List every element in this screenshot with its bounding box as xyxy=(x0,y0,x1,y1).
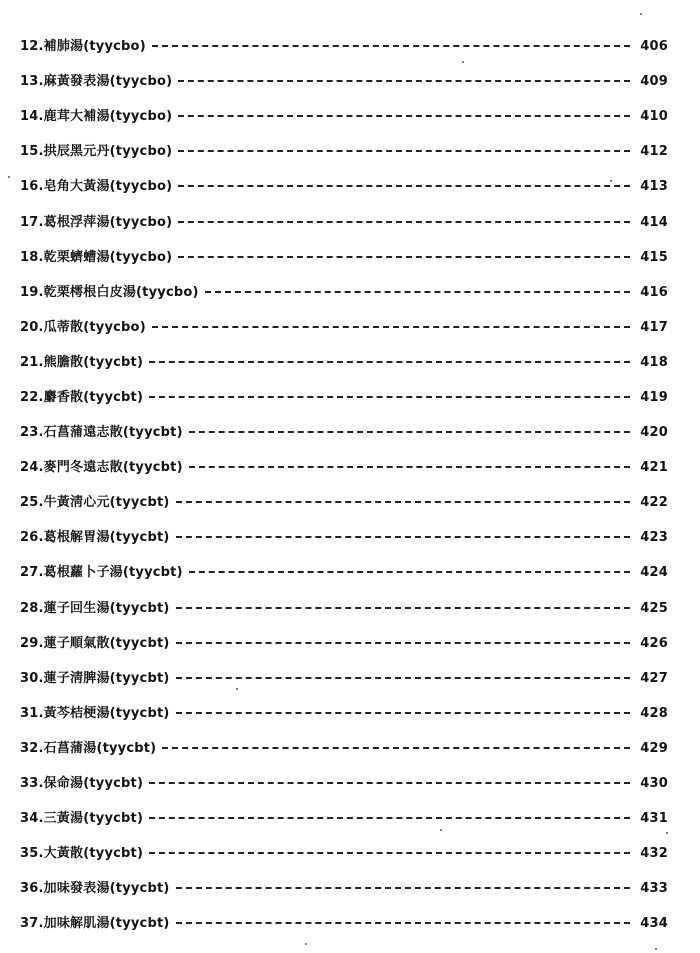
toc-entry-page: 428 xyxy=(640,705,668,721)
toc-entry-title xyxy=(20,35,152,54)
toc-entry-title xyxy=(20,70,178,89)
toc-entry-page: 422 xyxy=(640,495,668,511)
toc-entry-title xyxy=(20,316,152,335)
toc-entry-page: 420 xyxy=(640,425,668,441)
toc-entry-page: 421 xyxy=(640,460,668,476)
toc-entry xyxy=(20,589,668,624)
toc-entry-page: 425 xyxy=(640,600,668,616)
toc-entry-page: 413 xyxy=(640,179,668,195)
toc-entry-title xyxy=(20,246,178,265)
table-of-contents xyxy=(20,27,668,939)
toc-entry-page: 412 xyxy=(640,144,668,160)
toc-entry xyxy=(20,729,668,764)
toc-entry-text: 三黃湯(tyycbt) xyxy=(43,811,144,827)
toc-entry-number: 37. xyxy=(20,916,44,932)
toc-entry-page: 418 xyxy=(640,354,668,370)
toc-entry-number: 34. xyxy=(20,811,44,827)
toc-entry-number: 13. xyxy=(20,74,44,90)
toc-entry xyxy=(20,799,668,834)
toc-entry-number: 31. xyxy=(20,705,44,721)
toc-entry-title xyxy=(20,702,176,721)
toc-entry-title xyxy=(20,877,176,896)
toc-entry-page: 424 xyxy=(640,565,668,581)
toc-entry-page: 429 xyxy=(640,740,668,756)
toc-entry-title xyxy=(20,561,189,580)
toc-entry-title xyxy=(20,386,149,405)
dot-leader xyxy=(149,782,630,784)
toc-entry-text: 麥門冬遠志散(tyycbt) xyxy=(43,460,183,476)
dot-leader xyxy=(149,396,630,398)
toc-entry xyxy=(20,694,668,729)
toc-entry-text: 乾栗蠐螬湯(tyycbo) xyxy=(43,249,173,265)
scan-speck xyxy=(236,688,238,690)
toc-entry xyxy=(20,378,668,413)
toc-entry-text: 葛根蘿卜子湯(tyycbt) xyxy=(43,565,183,581)
toc-entry-title xyxy=(20,597,176,616)
toc-entry-text: 皂角大黃湯(tyycbo) xyxy=(43,179,173,195)
dot-leader xyxy=(176,607,630,609)
toc-entry-text: 石菖蒲遠志散(tyycbt) xyxy=(43,425,183,441)
dot-leader xyxy=(178,150,630,152)
toc-entry-title xyxy=(20,842,149,861)
toc-entry-title xyxy=(20,526,176,545)
toc-entry xyxy=(20,624,668,659)
toc-entry-text: 瓜蒂散(tyycbo) xyxy=(43,319,146,335)
toc-entry xyxy=(20,97,668,132)
toc-entry-page: 433 xyxy=(640,881,668,897)
toc-entry-number: 26. xyxy=(20,530,44,546)
toc-entry-title xyxy=(20,491,176,510)
toc-entry-number: 28. xyxy=(20,600,44,616)
toc-entry-text: 保命湯(tyycbt) xyxy=(43,776,144,792)
toc-entry xyxy=(20,238,668,273)
toc-entry-page: 417 xyxy=(640,319,668,335)
toc-entry-number: 12. xyxy=(20,39,44,55)
dot-leader xyxy=(176,501,630,503)
toc-entry-number: 29. xyxy=(20,635,44,651)
toc-entry-title xyxy=(20,351,149,370)
toc-entry-page: 409 xyxy=(640,74,668,90)
dot-leader xyxy=(176,536,630,538)
toc-entry-page: 431 xyxy=(640,811,668,827)
toc-entry-text: 葛根浮萍湯(tyycbo) xyxy=(43,214,173,230)
toc-entry-number: 14. xyxy=(20,109,44,125)
toc-entry-page: 419 xyxy=(640,389,668,405)
toc-entry xyxy=(20,413,668,448)
dot-leader xyxy=(189,431,630,433)
toc-entry-page: 432 xyxy=(640,846,668,862)
toc-entry-text: 牛黃淸心元(tyycbt) xyxy=(43,495,170,511)
toc-entry-text: 熊膽散(tyycbt) xyxy=(43,354,144,370)
toc-entry-text: 蓮子順氣散(tyycbt) xyxy=(43,635,170,651)
toc-entry-title xyxy=(20,667,176,686)
dot-leader xyxy=(176,642,630,644)
toc-entry-title xyxy=(20,632,176,651)
toc-entry xyxy=(20,483,668,518)
scan-speck xyxy=(440,829,442,831)
toc-entry-text: 麝香散(tyycbt) xyxy=(43,389,144,405)
dot-leader xyxy=(178,80,630,82)
toc-entry-text: 大黃散(tyycbt) xyxy=(43,846,144,862)
toc-entry-page: 406 xyxy=(640,39,668,55)
toc-entry-text: 乾栗樗根白皮湯(tyycbo) xyxy=(43,284,199,300)
toc-entry xyxy=(20,869,668,904)
scan-speck xyxy=(305,943,307,945)
toc-entry-number: 35. xyxy=(20,846,44,862)
toc-entry-title xyxy=(20,737,162,756)
toc-entry xyxy=(20,132,668,167)
toc-entry-number: 20. xyxy=(20,319,44,335)
toc-entry xyxy=(20,273,668,308)
toc-entry-page: 434 xyxy=(640,916,668,932)
toc-entry-title xyxy=(20,281,205,300)
toc-entry xyxy=(20,553,668,588)
dot-leader xyxy=(178,115,630,117)
toc-entry-number: 23. xyxy=(20,425,44,441)
toc-entry-page: 416 xyxy=(640,284,668,300)
toc-entry-page: 430 xyxy=(640,776,668,792)
toc-entry-number: 18. xyxy=(20,249,44,265)
toc-entry-number: 33. xyxy=(20,776,44,792)
toc-entry xyxy=(20,904,668,939)
dot-leader xyxy=(176,922,630,924)
toc-entry-number: 19. xyxy=(20,284,44,300)
toc-entry-number: 25. xyxy=(20,495,44,511)
scan-speck xyxy=(610,180,612,182)
toc-entry-page: 427 xyxy=(640,670,668,686)
toc-entry-number: 24. xyxy=(20,460,44,476)
toc-entry-title xyxy=(20,421,189,440)
toc-entry-title xyxy=(20,175,178,194)
dot-leader xyxy=(178,185,630,187)
dot-leader xyxy=(162,747,630,749)
toc-entry-text: 黃芩桔梗湯(tyycbt) xyxy=(43,705,170,721)
toc-entry-title xyxy=(20,772,149,791)
dot-leader xyxy=(152,45,630,47)
toc-entry xyxy=(20,27,668,62)
toc-entry-text: 補肺湯(tyycbo) xyxy=(43,39,146,55)
dot-leader xyxy=(176,712,630,714)
dot-leader xyxy=(149,852,630,854)
toc-entry-page: 415 xyxy=(640,249,668,265)
toc-entry xyxy=(20,834,668,869)
scan-speck xyxy=(8,176,10,178)
toc-entry-number: 32. xyxy=(20,740,44,756)
toc-entry-title xyxy=(20,912,176,931)
toc-entry-page: 410 xyxy=(640,109,668,125)
dot-leader xyxy=(176,887,630,889)
toc-entry-number: 16. xyxy=(20,179,44,195)
toc-entry-number: 21. xyxy=(20,354,44,370)
dot-leader xyxy=(149,817,630,819)
toc-entry-page: 426 xyxy=(640,635,668,651)
toc-entry-number: 30. xyxy=(20,670,44,686)
scan-speck xyxy=(640,13,642,15)
scan-speck xyxy=(666,832,668,834)
toc-entry-page: 414 xyxy=(640,214,668,230)
toc-entry-number: 36. xyxy=(20,881,44,897)
toc-entry xyxy=(20,167,668,202)
dot-leader xyxy=(176,677,630,679)
toc-entry-page: 423 xyxy=(640,530,668,546)
toc-entry xyxy=(20,659,668,694)
toc-entry-text: 加味解肌湯(tyycbt) xyxy=(43,916,170,932)
dot-leader xyxy=(152,326,630,328)
toc-entry xyxy=(20,62,668,97)
toc-entry xyxy=(20,448,668,483)
toc-entry-number: 15. xyxy=(20,144,44,160)
dot-leader xyxy=(205,291,630,293)
toc-entry-text: 蓮子淸脾湯(tyycbt) xyxy=(43,670,170,686)
toc-entry-title xyxy=(20,211,178,230)
scan-speck xyxy=(655,948,657,950)
toc-entry-number: 22. xyxy=(20,389,44,405)
scan-speck xyxy=(462,61,464,63)
toc-entry-title xyxy=(20,105,178,124)
dot-leader xyxy=(178,256,630,258)
toc-entry xyxy=(20,308,668,343)
toc-entry xyxy=(20,202,668,237)
toc-entry-title xyxy=(20,140,178,159)
toc-entry-number: 17. xyxy=(20,214,44,230)
toc-entry-text: 拱辰黑元丹(tyycbo) xyxy=(43,144,173,160)
toc-entry-title xyxy=(20,456,189,475)
toc-entry-text: 加味發表湯(tyycbt) xyxy=(43,881,170,897)
dot-leader xyxy=(178,221,630,223)
toc-entry xyxy=(20,764,668,799)
toc-entry-text: 鹿茸大補湯(tyycbo) xyxy=(43,109,173,125)
toc-entry xyxy=(20,343,668,378)
toc-entry-text: 石菖蒲湯(tyycbt) xyxy=(43,740,157,756)
dot-leader xyxy=(189,571,630,573)
toc-entry-number: 27. xyxy=(20,565,44,581)
toc-entry xyxy=(20,518,668,553)
toc-entry-text: 蓮子回生湯(tyycbt) xyxy=(43,600,170,616)
toc-entry-title xyxy=(20,807,149,826)
dot-leader xyxy=(149,361,630,363)
toc-entry-text: 麻黃發表湯(tyycbo) xyxy=(43,74,173,90)
dot-leader xyxy=(189,466,630,468)
toc-entry-text: 葛根解胃湯(tyycbt) xyxy=(43,530,170,546)
